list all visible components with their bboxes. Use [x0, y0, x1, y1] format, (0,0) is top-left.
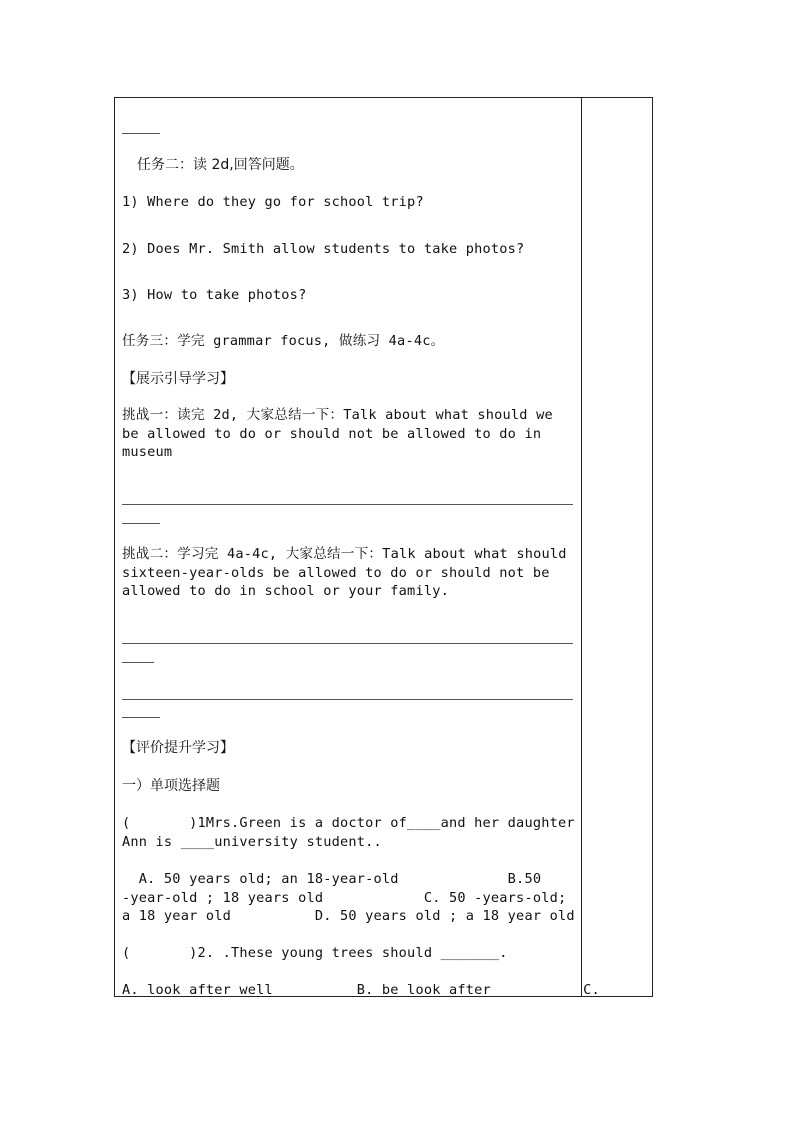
item-1-line-1: ( )1Mrs.Green is a doctor of____and her daughter [122, 815, 575, 831]
item-1-line-2: Ann is ____university student.. [122, 834, 382, 850]
column-divider [581, 98, 582, 996]
item-1-options-line-3: a 18 year old D. 50 years old ; a 18 year old [122, 908, 575, 924]
challenge-1-line-3: museum [122, 444, 173, 460]
answer-blank [122, 717, 160, 718]
task-2-heading: 任务二：读 2d,回答问题。 [137, 157, 304, 173]
answer-line [122, 504, 573, 505]
answer-line [122, 699, 573, 700]
section-1-title: 一）单项选择题 [122, 778, 220, 794]
item-1-options-line-1: A. 50 years old; an 18-year-old B.50 [122, 871, 542, 887]
item-2-options-line-1: A. look after well B. be look after C. [122, 982, 600, 998]
question-1: 1) Where do they go for school trip? [122, 194, 424, 210]
show-guide-heading: 【展示引导学习】 [122, 371, 234, 387]
challenge-1-line-2: be allowed to do or should not be allowed to do in [122, 426, 542, 442]
item-2-line-1: ( )2. .These young trees should _______. [122, 945, 508, 961]
answer-blank [122, 523, 160, 524]
answer-line [122, 643, 573, 644]
question-2: 2) Does Mr. Smith allow students to take photos? [122, 241, 525, 257]
evaluation-heading: 【评价提升学习】 [122, 740, 234, 756]
question-3: 3) How to take photos? [122, 287, 307, 303]
challenge-2-line-2: sixteen-year-olds be allowed to do or should not be [122, 565, 550, 581]
answer-blank [122, 133, 160, 134]
challenge-2-line-3: allowed to do in school or your family. [122, 583, 449, 599]
task-3-heading: 任务三：学完 grammar focus, 做练习 4a-4c。 [122, 333, 445, 349]
challenge-1-line-1: 挑战一：读完 2d, 大家总结一下：Talk about what should we [122, 407, 553, 423]
item-1-options-line-2: -year-old ; 18 years old C. 50 -years-old; [122, 890, 567, 906]
challenge-2-line-1: 挑战二：学习完 4a-4c, 大家总结一下：Talk about what should [122, 546, 567, 562]
worksheet-table [114, 97, 653, 997]
answer-blank [122, 662, 154, 663]
